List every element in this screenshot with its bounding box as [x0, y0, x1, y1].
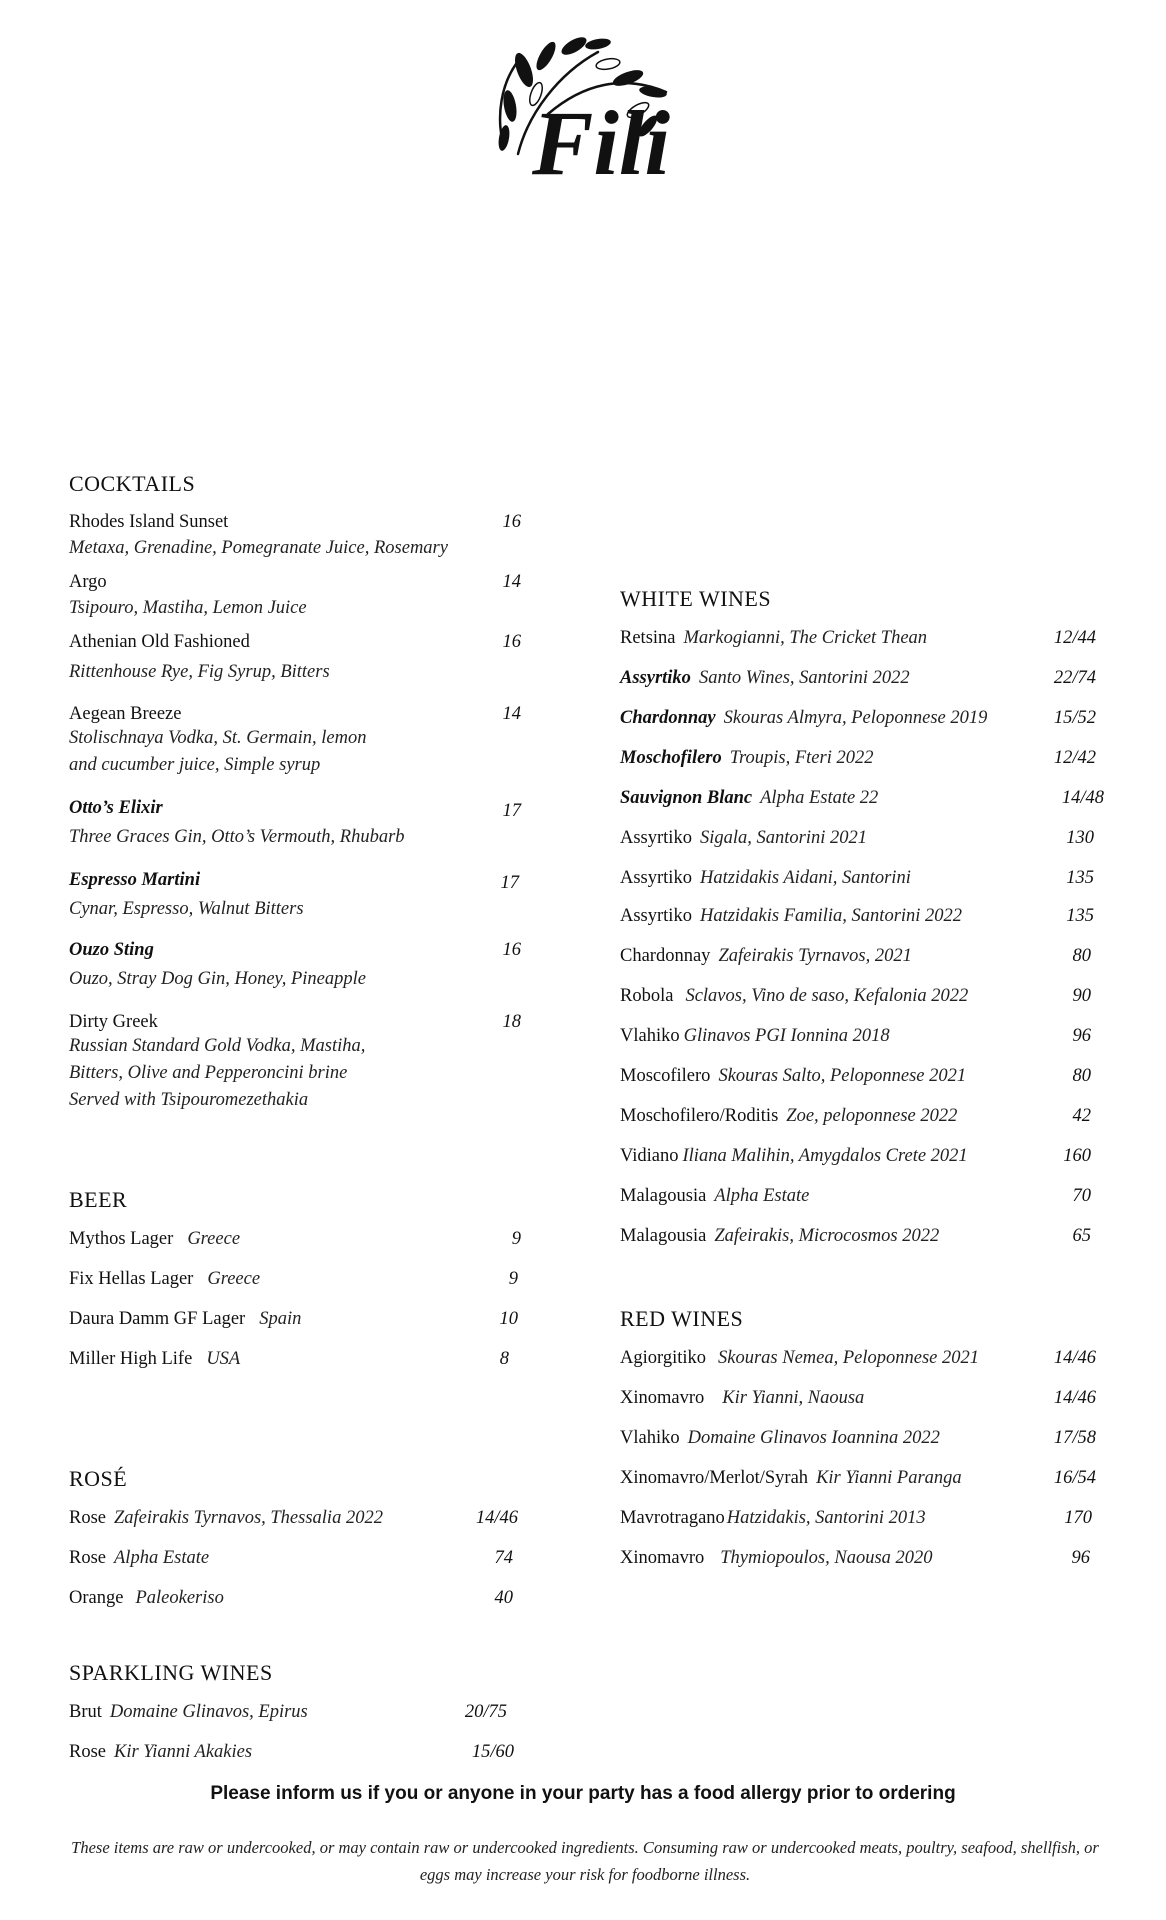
- cocktail-name: Dirty Greek: [69, 1012, 158, 1032]
- red-wine-item: [620, 1548, 1104, 1569]
- wine-name: Vlahiko: [620, 1428, 680, 1448]
- white-wine-item: [620, 748, 1104, 769]
- beer-origin: USA: [206, 1349, 241, 1369]
- cocktail-price: 16: [502, 632, 521, 652]
- red-wine-item: [620, 1468, 1104, 1489]
- sparkling-producer: Kir Yianni Akakies: [114, 1742, 253, 1762]
- sparkling-price: 20/75: [464, 1702, 507, 1722]
- sparkling-item: [69, 1742, 551, 1763]
- cocktail-description: Stolischnaya Vodka, St. Germain, lemon: [69, 728, 367, 748]
- cocktail-item: [69, 704, 551, 779]
- wine-price: 96: [1071, 1548, 1090, 1568]
- allergy-notice: Please inform us if you or anyone in your party has a food allergy prior to ordering: [210, 1783, 956, 1804]
- wine-price: 160: [1063, 1146, 1091, 1166]
- cocktail-name: Ouzo Sting: [69, 940, 154, 960]
- cocktail-name: Otto’s Elixir: [69, 798, 163, 818]
- beer-item: [69, 1309, 551, 1330]
- beer-price: 10: [499, 1309, 518, 1329]
- wine-price: 90: [1072, 986, 1091, 1006]
- wine-producer: Hatzidakis Aidani, Santorini: [699, 868, 911, 888]
- logo-text: Fili: [532, 92, 671, 192]
- wine-producer: Hatzidakis Familia, Santorini 2022: [699, 906, 963, 926]
- beer-price: 8: [499, 1349, 509, 1369]
- wine-name: Retsina: [620, 628, 676, 648]
- wine-producer: Domaine Glinavos Ioannina 2022: [687, 1428, 940, 1448]
- wine-producer: Sclavos, Vino de saso, Kefalonia 2022: [685, 986, 969, 1006]
- wine-name: Vlahiko: [620, 1026, 680, 1046]
- rose-name: Rose: [69, 1548, 106, 1568]
- rose-item: [69, 1508, 551, 1529]
- cocktail-description: Served with Tsipouromezethakia: [69, 1090, 309, 1110]
- white-wine-item: [620, 946, 1104, 967]
- white-wines-title: WHITE WINES: [620, 586, 772, 611]
- wine-producer: Santo Wines, Santorini 2022: [698, 668, 910, 688]
- beer-origin: Greece: [187, 1229, 241, 1249]
- right-column: [620, 0, 1104, 1920]
- white-wine-item: [620, 1066, 1104, 1087]
- wine-producer: Hatzidakis, Santorini 2013: [726, 1508, 926, 1528]
- cocktail-price: 16: [502, 512, 521, 532]
- wine-name: Assyrtiko: [620, 828, 692, 848]
- cocktail-item: [69, 512, 551, 562]
- wine-producer: Sigala, Santorini 2021: [699, 828, 867, 848]
- white-wine-item: [620, 868, 1104, 889]
- white-wine-item: [620, 906, 1104, 927]
- red-wine-item: [620, 1348, 1104, 1369]
- sparkling-producer: Domaine Glinavos, Epirus: [109, 1702, 308, 1722]
- white-wine-item: [620, 986, 1104, 1007]
- rose-item: [69, 1588, 551, 1609]
- wine-name: Assyrtiko: [620, 868, 692, 888]
- wine-producer: Thymiopoulos, Naousa 2020: [720, 1548, 933, 1568]
- cocktail-item: [69, 870, 551, 923]
- cocktail-description: Rittenhouse Rye, Fig Syrup, Bitters: [69, 662, 330, 682]
- wine-name: Xinomavro: [620, 1388, 705, 1408]
- cocktail-name: Rhodes Island Sunset: [69, 512, 229, 532]
- cocktails-title: COCKTAILS: [69, 471, 196, 496]
- rose-name: Orange: [69, 1588, 124, 1608]
- wine-name: Vidiano: [620, 1146, 679, 1166]
- raw-food-warning: These items are raw or undercooked, or may contain raw or undercooked ingredients. Consuming raw or undercooked meats, poultry, seafood, shellfish, or eggs may increase your risk for foodborne illness.: [71, 1838, 1099, 1884]
- wine-price: 22/74: [1053, 668, 1096, 688]
- red-wine-item: [620, 1508, 1104, 1529]
- cocktail-price: 14: [502, 704, 521, 724]
- wine-name: Chardonnay: [620, 708, 716, 728]
- cocktail-item: [69, 940, 551, 993]
- wine-price: 12/44: [1053, 628, 1096, 648]
- wine-name: Xinomavro: [620, 1548, 705, 1568]
- wine-price: 17/58: [1053, 1428, 1096, 1448]
- beer-item: [69, 1269, 551, 1290]
- wine-name: Assyrtiko: [620, 906, 692, 926]
- white-wine-item: [620, 788, 1104, 809]
- rose-producer: Zafeirakis Tyrnavos, Thessalia 2022: [114, 1508, 383, 1528]
- wine-name: Sauvignon Blanc: [620, 788, 753, 808]
- wine-name: Chardonnay: [620, 946, 711, 966]
- beer-item: [69, 1229, 551, 1250]
- wine-price: 14/46: [1053, 1388, 1096, 1408]
- cocktail-price: 14: [502, 572, 521, 592]
- rose-price: 40: [494, 1588, 513, 1608]
- cocktail-description: Metaxa, Grenadine, Pomegranate Juice, Rosemary: [69, 538, 448, 558]
- cocktail-description: Three Graces Gin, Otto’s Vermouth, Rhubarb: [69, 827, 405, 847]
- rose-price: 74: [494, 1548, 513, 1568]
- wine-name: Malagousia: [620, 1226, 707, 1246]
- wine-price: 14/48: [1061, 788, 1104, 808]
- cocktail-description: Cynar, Espresso, Walnut Bitters: [69, 899, 304, 919]
- wine-producer: Kir Yianni Paranga: [816, 1468, 962, 1488]
- beer-origin: Greece: [207, 1269, 261, 1289]
- beer-name: Daura Damm GF Lager: [69, 1309, 246, 1329]
- cocktail-item: [69, 572, 551, 622]
- rose-producer: Alpha Estate: [114, 1548, 210, 1568]
- cocktail-price: 17: [500, 873, 519, 893]
- wine-price: 135: [1066, 868, 1094, 888]
- wine-name: Moscofilero: [620, 1066, 711, 1086]
- wine-name: Robola: [620, 986, 674, 1006]
- wine-name: Xinomavro/Merlot/Syrah: [620, 1468, 809, 1488]
- left-column: [69, 0, 551, 1920]
- wine-price: 12/42: [1053, 748, 1096, 768]
- wine-price: 96: [1072, 1026, 1091, 1046]
- white-wine-item: [620, 628, 1104, 649]
- wine-name: Moschofilero: [620, 748, 722, 768]
- cocktail-price: 16: [502, 940, 521, 960]
- white-wine-item: [620, 828, 1104, 849]
- wine-producer: Alpha Estate: [714, 1186, 810, 1206]
- cocktail-name: Argo: [69, 572, 107, 592]
- rose-price: 14/46: [475, 1508, 518, 1528]
- wine-price: 42: [1072, 1106, 1091, 1126]
- wine-price: 170: [1064, 1508, 1092, 1528]
- beer-origin: Spain: [259, 1309, 302, 1329]
- cocktail-item: [69, 798, 551, 851]
- wine-producer: Troupis, Fteri 2022: [729, 748, 874, 768]
- beer-price: 9: [508, 1269, 518, 1289]
- beer-price: 9: [511, 1229, 521, 1249]
- white-wine-item: [620, 1106, 1104, 1127]
- rose-producer: Paleokeriso: [135, 1588, 224, 1608]
- cocktail-description: Russian Standard Gold Vodka, Mastiha,: [69, 1036, 366, 1056]
- wine-name: Assyrtiko: [620, 668, 691, 688]
- wine-name: Malagousia: [620, 1186, 707, 1206]
- sparkling-name: Rose: [69, 1742, 106, 1762]
- wine-producer: Alpha Estate 22: [760, 788, 879, 808]
- wine-producer: Skouras Salto, Peloponnese 2021: [718, 1066, 967, 1086]
- beer-name: Mythos Lager: [69, 1229, 174, 1249]
- wine-name: Moschofilero/Roditis: [620, 1106, 779, 1126]
- cocktail-description: and cucumber juice, Simple syrup: [69, 755, 321, 775]
- wine-price: 130: [1066, 828, 1094, 848]
- wine-producer: Kir Yianni, Naousa: [722, 1388, 865, 1408]
- wine-producer: Skouras Almyra, Peloponnese 2019: [723, 708, 988, 728]
- wine-producer: Zoe, peloponnese 2022: [786, 1106, 958, 1126]
- rose-title: ROSÉ: [69, 1466, 128, 1491]
- sparkling-title: SPARKLING WINES: [69, 1660, 273, 1685]
- cocktail-name: Aegean Breeze: [69, 704, 182, 724]
- wine-price: 70: [1072, 1186, 1091, 1206]
- wine-producer: Zafeirakis Tyrnavos, 2021: [718, 946, 912, 966]
- wine-price: 15/52: [1053, 708, 1096, 728]
- cocktail-name: Espresso Martini: [69, 870, 201, 890]
- wine-producer: Zafeirakis, Microcosmos 2022: [714, 1226, 940, 1246]
- wine-price: 16/54: [1053, 1468, 1096, 1488]
- cocktail-price: 17: [502, 801, 521, 821]
- white-wine-item: [620, 668, 1104, 689]
- white-wine-item: [620, 1226, 1104, 1247]
- white-wine-item: [620, 1026, 1104, 1047]
- white-wine-item: [620, 708, 1104, 729]
- wine-price: 65: [1072, 1226, 1091, 1246]
- sparkling-price: 15/60: [471, 1742, 514, 1762]
- rose-item: [69, 1548, 551, 1569]
- red-wine-item: [620, 1388, 1104, 1409]
- beer-name: Miller High Life: [69, 1349, 193, 1369]
- white-wine-item: [620, 1186, 1104, 1207]
- wine-producer: Iliana Malihin, Amygdalos Crete 2021: [682, 1146, 968, 1166]
- wine-name: Agiorgitiko: [620, 1348, 706, 1368]
- wine-price: 14/46: [1053, 1348, 1096, 1368]
- white-wine-item: [620, 1146, 1104, 1167]
- cocktail-description: Bitters, Olive and Pepperoncini brine: [69, 1063, 348, 1083]
- beer-name: Fix Hellas Lager: [69, 1269, 194, 1289]
- red-wine-item: [620, 1428, 1104, 1449]
- cocktail-price: 18: [502, 1012, 521, 1032]
- wine-price: 80: [1072, 946, 1091, 966]
- sparkling-item: [69, 1702, 551, 1723]
- rose-name: Rose: [69, 1508, 106, 1528]
- red-wines-title: RED WINES: [620, 1306, 744, 1331]
- cocktail-description: Tsipouro, Mastiha, Lemon Juice: [69, 598, 307, 618]
- cocktail-name: Athenian Old Fashioned: [69, 632, 250, 652]
- cocktail-item: [69, 1012, 551, 1114]
- wine-price: 80: [1072, 1066, 1091, 1086]
- cocktail-item: [69, 632, 551, 686]
- beer-item: [69, 1349, 551, 1370]
- wine-producer: Markogianni, The Cricket Thean: [683, 628, 928, 648]
- wine-price: 135: [1066, 906, 1094, 926]
- cocktail-description: Ouzo, Stray Dog Gin, Honey, Pineapple: [69, 969, 366, 989]
- wine-producer: Glinavos PGI Ionnina 2018: [683, 1026, 890, 1046]
- wine-name: Mavrotragano: [620, 1508, 725, 1528]
- sparkling-name: Brut: [69, 1702, 102, 1722]
- wine-producer: Skouras Nemea, Peloponnese 2021: [718, 1348, 980, 1368]
- beer-title: BEER: [69, 1187, 128, 1212]
